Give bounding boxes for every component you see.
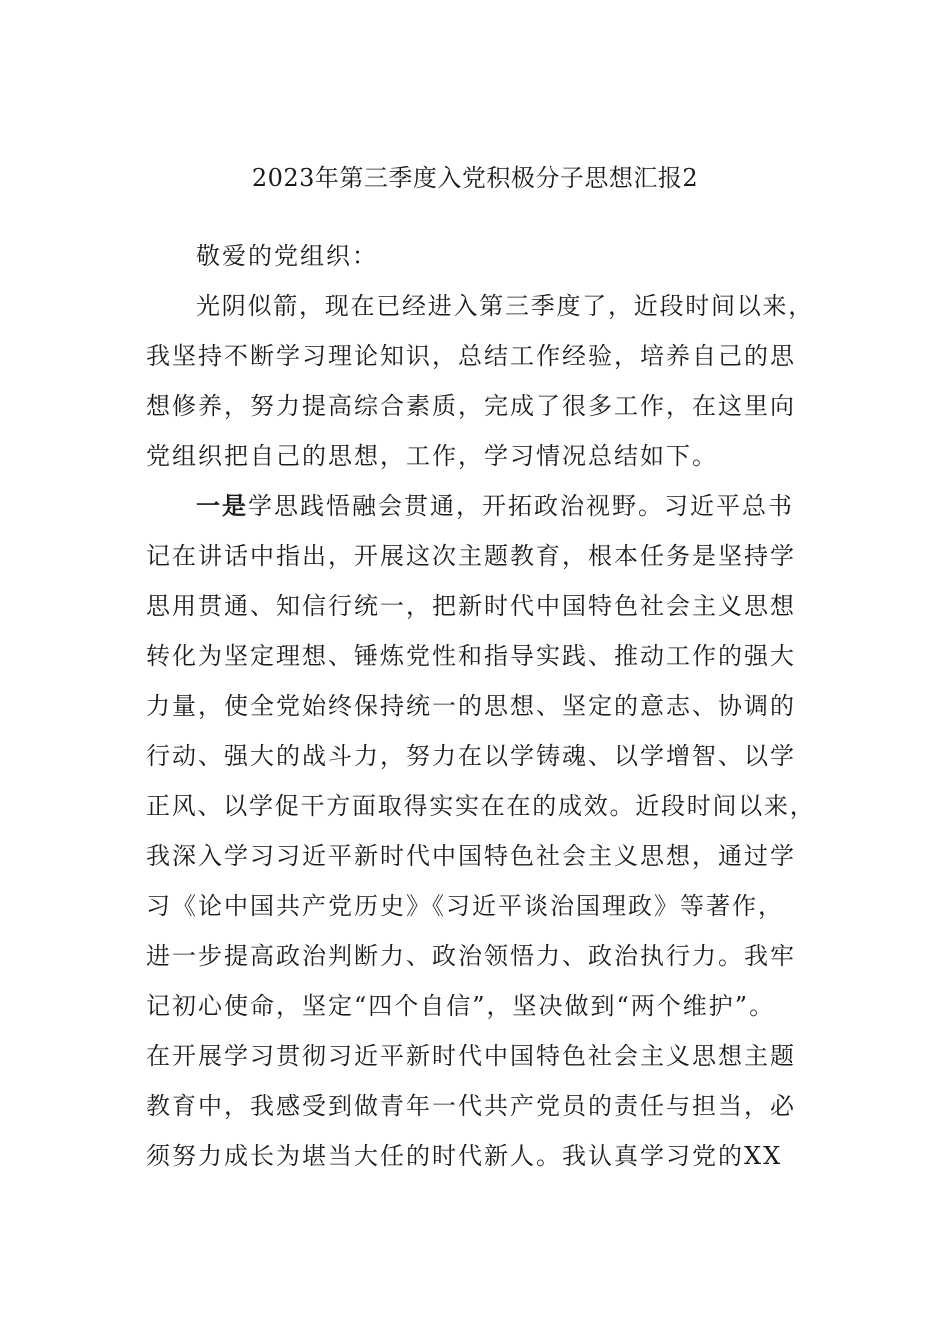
paragraph-2-line-12: 在开展学习贯彻习近平新时代中国特色社会主义思想主题 (146, 1042, 796, 1070)
paragraph-2-line-3: 思用贯通、知信行统一，把新时代中国特色社会主义思想 (146, 592, 796, 620)
paragraph-2-line-10: 进一步提高政治判断力、政治领悟力、政治执行力。我牢 (146, 942, 796, 970)
paragraph-2-line-7: 正风、以学促干方面取得实实在在的成效。近段时间以来， (146, 792, 816, 820)
paragraph-2-line-9: 习《论中国共产党历史》《习近平谈治国理政》等著作， (146, 892, 784, 920)
paragraph-2-line-5: 力量，使全党始终保持统一的思想、坚定的意志、协调的 (146, 692, 796, 720)
paragraph-1-line-1: 光阴似箭，现在已经进入第三季度了，近段时间以来， (196, 292, 814, 320)
paragraph-2-line-2: 记在讲话中指出，开展这次主题教育，根本任务是坚持学 (146, 542, 796, 570)
paragraph-2-line-14: 须努力成长为堪当大任的时代新人。我认真学习党的XX (146, 1142, 783, 1170)
paragraph-2-line-4: 转化为坚定理想、锤炼党性和指导实践、推动工作的强大 (146, 642, 796, 670)
paragraph-2-line-11: 记初心使命，坚定“四个自信”，坚决做到“两个维护”。 (146, 992, 776, 1020)
paragraph-1-line-2: 我坚持不断学习理论知识，总结工作经验，培养自己的思 (146, 342, 796, 370)
paragraph-2-line-13: 教育中，我感受到做青年一代共产党员的责任与担当，必 (146, 1092, 796, 1120)
paragraph-1-line-4: 党组织把自己的思想，工作，学习情况总结如下。 (146, 442, 718, 470)
paragraph-2-line-1 (196, 488, 816, 524)
salutation: 敬爱的党组织： (196, 242, 378, 270)
paragraph-2-line-6: 行动、强大的战斗力，努力在以学铸魂、以学增智、以学 (146, 742, 796, 770)
document-title: 2023年第三季度入党积极分子思想汇报2 (251, 164, 699, 192)
paragraph-1-line-3: 想修养，努力提高综合素质，完成了很多工作，在这里向 (146, 392, 796, 420)
paragraph-2-line-8: 我深入学习习近平新时代中国特色社会主义思想，通过学 (146, 842, 796, 870)
paragraph-2-lead: 一是 (196, 491, 248, 520)
paragraph-2-line-1-text: 学思践悟融会贯通，开拓政治视野。习近平总书 (248, 492, 794, 520)
